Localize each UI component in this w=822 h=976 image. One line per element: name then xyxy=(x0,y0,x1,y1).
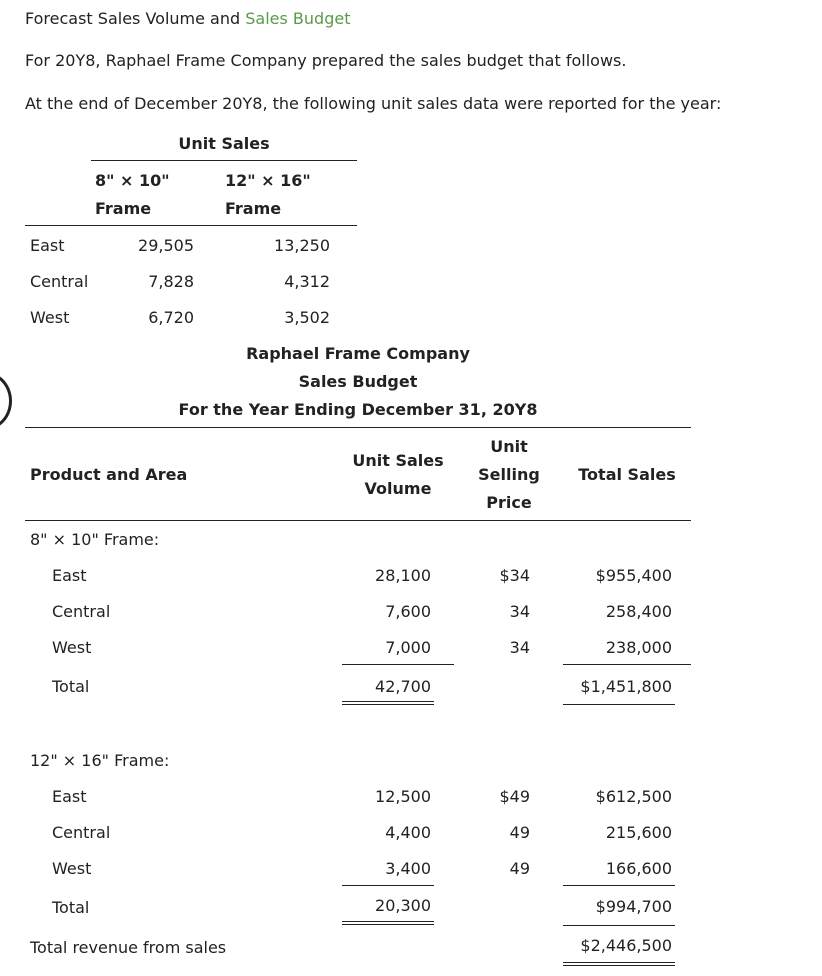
total-volume-value: 42,700 xyxy=(375,677,431,696)
area-label: West xyxy=(52,859,92,878)
divider xyxy=(25,520,691,521)
price-value: 49 xyxy=(509,859,530,878)
total-sales-value: $1,451,800 xyxy=(580,677,672,696)
intro-text-2: At the end of December 20Y8, the following unit sales data were reported for the year: xyxy=(25,94,722,113)
divider xyxy=(25,225,357,226)
region-label: West xyxy=(30,308,70,327)
circle-marker-icon xyxy=(0,372,12,430)
header-price-3: Price xyxy=(486,493,532,512)
area-label: East xyxy=(52,566,87,585)
area-label: East xyxy=(52,787,87,806)
title-text: Forecast Sales Volume and xyxy=(25,9,246,28)
col-header-12x16: 12" × 16" xyxy=(225,171,311,190)
region-label: East xyxy=(30,236,65,255)
header-product: Product and Area xyxy=(30,465,188,484)
page-title xyxy=(25,9,350,28)
divider xyxy=(342,664,454,665)
unit-sales-value: 7,828 xyxy=(148,272,194,291)
total-sales-value: $994,700 xyxy=(595,897,672,916)
header-price: Unit xyxy=(490,437,528,456)
volume-value: 12,500 xyxy=(375,787,431,806)
volume-value: 7,000 xyxy=(385,638,431,657)
company-name: Raphael Frame Company xyxy=(246,344,470,363)
divider xyxy=(342,885,434,886)
unit-sales-value: 13,250 xyxy=(274,236,330,255)
double-underline xyxy=(342,701,434,705)
col-header-8x10: 8" × 10" xyxy=(95,171,170,190)
double-underline xyxy=(342,921,434,925)
grand-total-value: $2,446,500 xyxy=(580,936,672,955)
unit-sales-value: 3,502 xyxy=(284,308,330,327)
price-value: $49 xyxy=(499,787,530,806)
total-value: 238,000 xyxy=(605,638,672,657)
total-value: 215,600 xyxy=(605,823,672,842)
total-value: $612,500 xyxy=(595,787,672,806)
unit-sales-value: 29,505 xyxy=(138,236,194,255)
col-header-8x10-frame: Frame xyxy=(95,199,152,218)
total-label: Total xyxy=(52,677,90,696)
intro-text: For 20Y8, Raphael Frame Company prepared the sales budget that follows. xyxy=(25,51,627,70)
total-value: 258,400 xyxy=(605,602,672,621)
divider xyxy=(563,885,675,886)
area-label: Central xyxy=(52,823,111,842)
area-label: Central xyxy=(52,602,111,621)
header-volume: Unit Sales xyxy=(352,451,444,470)
report-name: Sales Budget xyxy=(298,372,418,391)
grand-total-label: Total revenue from sales xyxy=(30,938,227,957)
col-header-12x16-frame: Frame xyxy=(225,199,282,218)
double-underline xyxy=(563,962,675,966)
volume-value: 28,100 xyxy=(375,566,431,585)
total-label: Total xyxy=(52,898,90,917)
divider xyxy=(91,160,357,161)
divider xyxy=(563,704,675,705)
total-value: 166,600 xyxy=(605,859,672,878)
divider xyxy=(25,427,691,428)
volume-value: 7,600 xyxy=(385,602,431,621)
divider xyxy=(563,664,691,665)
section-label: 12" × 16" Frame: xyxy=(30,751,170,770)
unit-sales-value: 4,312 xyxy=(284,272,330,291)
price-value: 34 xyxy=(509,602,530,621)
sales-budget-link[interactable]: Sales Budget xyxy=(245,9,351,28)
region-label: Central xyxy=(30,272,89,291)
volume-value: 4,400 xyxy=(385,823,431,842)
header-volume-2: Volume xyxy=(364,479,432,498)
unit-sales-value: 6,720 xyxy=(148,308,194,327)
section-label: 8" × 10" Frame: xyxy=(30,530,160,549)
volume-value: 3,400 xyxy=(385,859,431,878)
price-value: $34 xyxy=(499,566,530,585)
unit-sales-title: Unit Sales xyxy=(178,134,270,153)
total-volume-value: 20,300 xyxy=(375,896,431,915)
divider xyxy=(563,925,675,926)
header-price-2: Selling xyxy=(478,465,540,484)
header-total: Total Sales xyxy=(578,465,676,484)
price-value: 34 xyxy=(509,638,530,657)
total-value: $955,400 xyxy=(595,566,672,585)
price-value: 49 xyxy=(509,823,530,842)
area-label: West xyxy=(52,638,92,657)
report-period: For the Year Ending December 31, 20Y8 xyxy=(178,400,538,419)
